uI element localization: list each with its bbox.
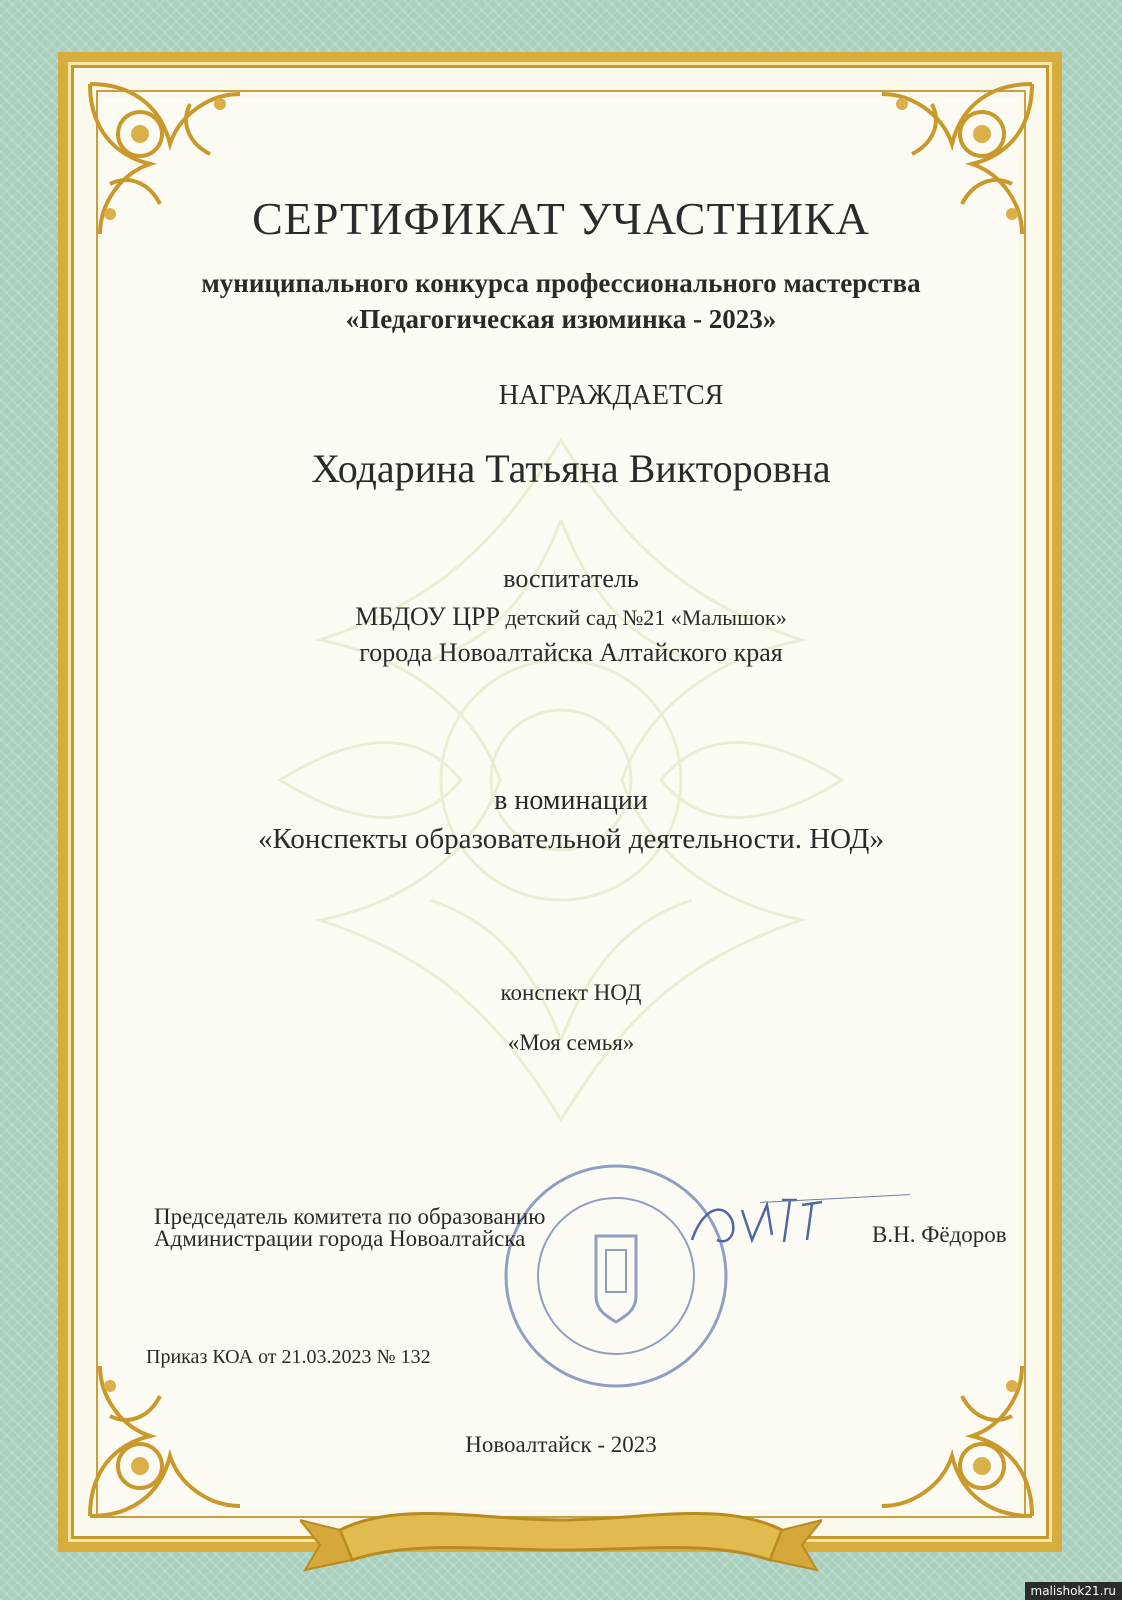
work-type: конспект НОД — [500, 980, 642, 1005]
awarded-label: НАГРАЖДАЕТСЯ — [498, 380, 724, 411]
recipient-position: воспитатель — [503, 564, 639, 593]
signatory-title-line1: Председатель комитета по образованию — [154, 1204, 546, 1229]
signatory-title-line2: Администрации города Новоалтайска — [154, 1226, 526, 1251]
handwritten-signature-icon — [672, 1180, 912, 1260]
recipient-name: Ходарина Татьяна Викторовна — [311, 446, 831, 491]
organization-rest: детский сад №21 «Малышок» — [499, 605, 787, 630]
organization-prefix: МБДОУ ЦРР — [355, 602, 500, 631]
order-reference: Приказ КОА от 21.03.2023 № 132 — [146, 1346, 431, 1368]
signatory-name: В.Н. Фёдоров — [872, 1222, 1007, 1247]
city-line: города Новоалтайска Алтайского края — [359, 638, 783, 667]
nomination-title: «Конспекты образовательной деятельности. НОД» — [258, 823, 884, 855]
certificate-title: СЕРТИФИКАТ УЧАСТНИКА — [252, 193, 870, 244]
contest-subtitle-line2: «Педагогическая изюминка - 2023» — [345, 304, 777, 334]
work-title: «Моя семья» — [507, 1030, 635, 1055]
footer-place-year: Новоалтайск - 2023 — [465, 1432, 657, 1457]
nomination-label: в номинации — [494, 785, 648, 816]
gold-ribbon-icon — [300, 1490, 822, 1580]
contest-subtitle-line1: муниципального конкурса профессионального мастерства — [201, 268, 921, 298]
site-watermark: malishok21.ru — [1025, 1582, 1122, 1600]
organization-line — [10, 602, 1122, 632]
